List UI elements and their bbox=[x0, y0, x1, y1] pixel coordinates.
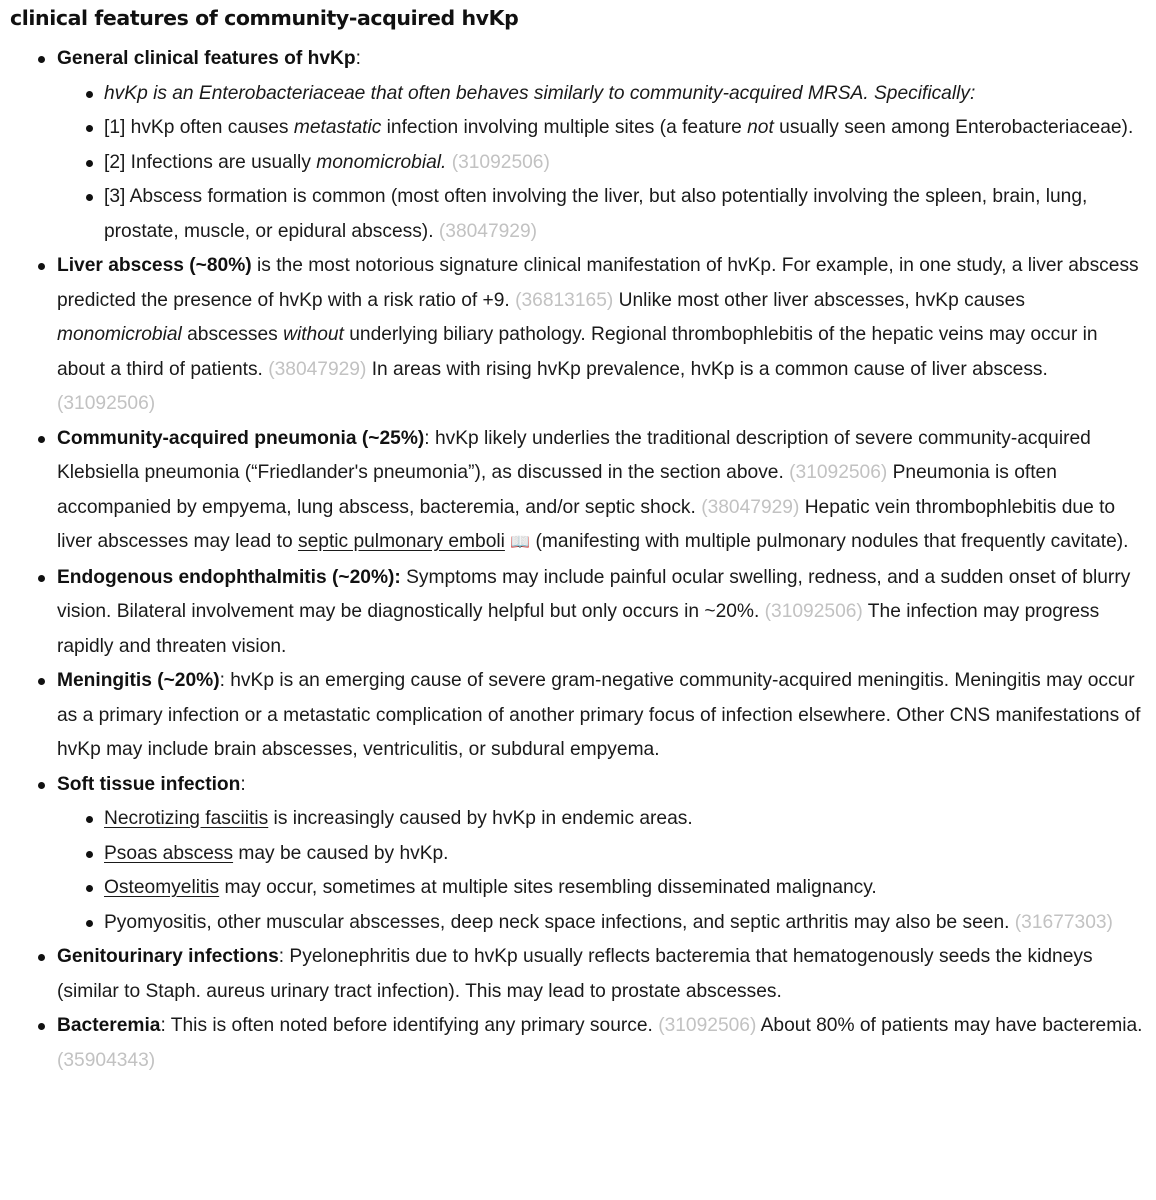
sub-item-necrotizing: Necrotizing fasciitis is increasingly caused by hvKp in endemic areas. bbox=[57, 802, 1148, 837]
sub-item-abscess: [3] Abscess formation is common (most often involving the liver, but also potentially involving the spleen, brain, lung, prostate, muscle, or epidural abscess). (38047929) bbox=[57, 180, 1148, 249]
page-title: clinical features of community-acquired hvKp bbox=[10, 6, 519, 30]
citation[interactable]: (31092506) bbox=[789, 462, 888, 483]
sub-item-psoas: Psoas abscess may be caused by hvKp. bbox=[57, 837, 1148, 872]
general-sublist bbox=[57, 77, 1148, 250]
soft-tissue-heading: Soft tissue infection bbox=[57, 773, 241, 795]
list-item-bacteremia: Bacteremia: This is often noted before identifying any primary source. (31092506) About 80% of patients may have bacteremia. (35904343) bbox=[10, 1009, 1148, 1078]
osteomyelitis-link[interactable]: Osteomyelitis bbox=[104, 877, 220, 898]
book-icon[interactable]: 📖 bbox=[510, 534, 531, 551]
necrotizing-fasciitis-link[interactable]: Necrotizing fasciitis bbox=[104, 808, 269, 829]
sub-item-osteomyelitis: Osteomyelitis may occur, sometimes at multiple sites resembling disseminated malignancy. bbox=[57, 871, 1148, 906]
psoas-abscess-link[interactable]: Psoas abscess bbox=[104, 842, 234, 864]
citation[interactable]: (35904343) bbox=[57, 1049, 156, 1071]
feature-list bbox=[10, 42, 1148, 1078]
citation[interactable]: (31092506) bbox=[57, 393, 156, 414]
genitourinary-heading: Genitourinary infections bbox=[57, 946, 279, 967]
sub-item-pyomyositis: Pyomyositis, other muscular abscesses, deep neck space infections, and septic arthritis may also be seen. (31677303) bbox=[57, 906, 1148, 941]
citation[interactable]: (31677303) bbox=[1014, 911, 1113, 933]
list-item-meningitis: Meningitis (~20%): hvKp is an emerging cause of severe gram-negative community-acquired meningitis. Meningitis may occur as a primary infection or a metastatic complication of another primary focus of infection elsewhere. Other CNS manifestations of hvKp may include brain abscesses, ventriculitis, or subdural empyema. bbox=[10, 664, 1148, 768]
sub-item-metastatic: [1] hvKp often causes metastatic infection involving multiple sites (a feature not usually seen among Enterobacteriaceae). bbox=[57, 111, 1148, 146]
list-item-soft-tissue: Soft tissue infection: Necrotizing fasciitis is increasingly caused by hvKp in endemic areas. Psoas abscess may be caused by hvKp. Osteomyelitis may occur, sometimes at multiple sites resembling disseminated malignancy. Pyomyositis, other muscular abscesses, deep neck space infections, and septic arthritis may also be seen. (31677303) bbox=[10, 768, 1148, 941]
soft-tissue-sublist bbox=[57, 802, 1148, 940]
citation[interactable]: (38047929) bbox=[268, 358, 367, 380]
general-heading: General clinical features of hvKp bbox=[57, 48, 356, 69]
list-item-endophthalmitis: Endogenous endophthalmitis (~20%): Symptoms may include painful ocular swelling, redness, and a sudden onset of blurry vision. Bilateral involvement may be diagnostically helpful but only occurs in ~20%. (31092506) The infection may progress rapidly and threaten vision. bbox=[10, 561, 1148, 665]
list-item-liver-abscess: Liver abscess (~80%) is the most notorious signature clinical manifestation of hvKp. For example, in one study, a liver abscess predicted the presence of hvKp with a risk ratio of +9. (36813165) Unlike most other liver abscesses, hvKp causes monomicrobial abscesses without underlying biliary pathology. Regional thrombophlebitis of the hepatic veins may occur in about a third of patients. (38047929) In areas with rising hvKp prevalence, hvKp is a common cause of liver abscess. (31092506) bbox=[10, 249, 1148, 422]
citation[interactable]: (31092506) bbox=[764, 601, 863, 622]
liver-heading: Liver abscess (~80%) bbox=[57, 255, 252, 276]
citation[interactable]: (31092506) bbox=[451, 151, 550, 173]
list-item-pneumonia: Community-acquired pneumonia (~25%): hvKp likely underlies the traditional description of severe community-acquired Klebsiella pneumonia (“Friedlander's pneumonia”), as discussed in the section above. (31092506) Pneumonia is often accompanied by empyema, lung abscess, bacteremia, and/or septic shock. (38047929) Hepatic vein thrombophlebitis due to liver abscesses may lead to septic pulmonary emboli 📖 (manifesting with multiple pulmonary nodules that frequently cavitate). bbox=[10, 422, 1148, 561]
sub-item-monomicrobial: [2] Infections are usually monomicrobial. (31092506) bbox=[57, 146, 1148, 181]
sub-item-intro: hvKp is an Enterobacteriaceae that often behaves similarly to community-acquired MRSA. Specifically: bbox=[57, 77, 1148, 112]
pneumonia-heading: Community-acquired pneumonia (~25%) bbox=[57, 427, 425, 449]
meningitis-heading: Meningitis (~20%) bbox=[57, 670, 220, 691]
citation[interactable]: (36813165) bbox=[515, 289, 614, 311]
citation[interactable]: (31092506) bbox=[658, 1015, 757, 1036]
bacteremia-heading: Bacteremia bbox=[57, 1015, 161, 1036]
citation[interactable]: (38047929) bbox=[701, 496, 800, 518]
endophthalmitis-heading: Endogenous endophthalmitis (~20%): bbox=[57, 566, 401, 588]
citation[interactable]: (38047929) bbox=[438, 220, 538, 242]
list-item-general: General clinical features of hvKp: hvKp is an Enterobacteriaceae that often behaves similarly to community-acquired MRSA. Specifically: [1] hvKp often causes metastatic infection involving multiple sites (a feature not usually seen among Enterobacteriaceae). [2] Infections are usually monomicrobial. (31092506) [3] Abscess formation is common (most often involving the liver, but also potentially involving the spleen, brain, lung, prostate, muscle, or epidural abscess). (38047929) bbox=[10, 42, 1148, 249]
septic-pulmonary-emboli-link[interactable]: septic pulmonary emboli bbox=[298, 531, 505, 552]
list-item-genitourinary: Genitourinary infections: Pyelonephritis due to hvKp usually reflects bacteremia that hematogenously seeds the kidneys (similar to Staph. aureus urinary tract infection). This may lead to prostate abscesses. bbox=[10, 940, 1148, 1009]
